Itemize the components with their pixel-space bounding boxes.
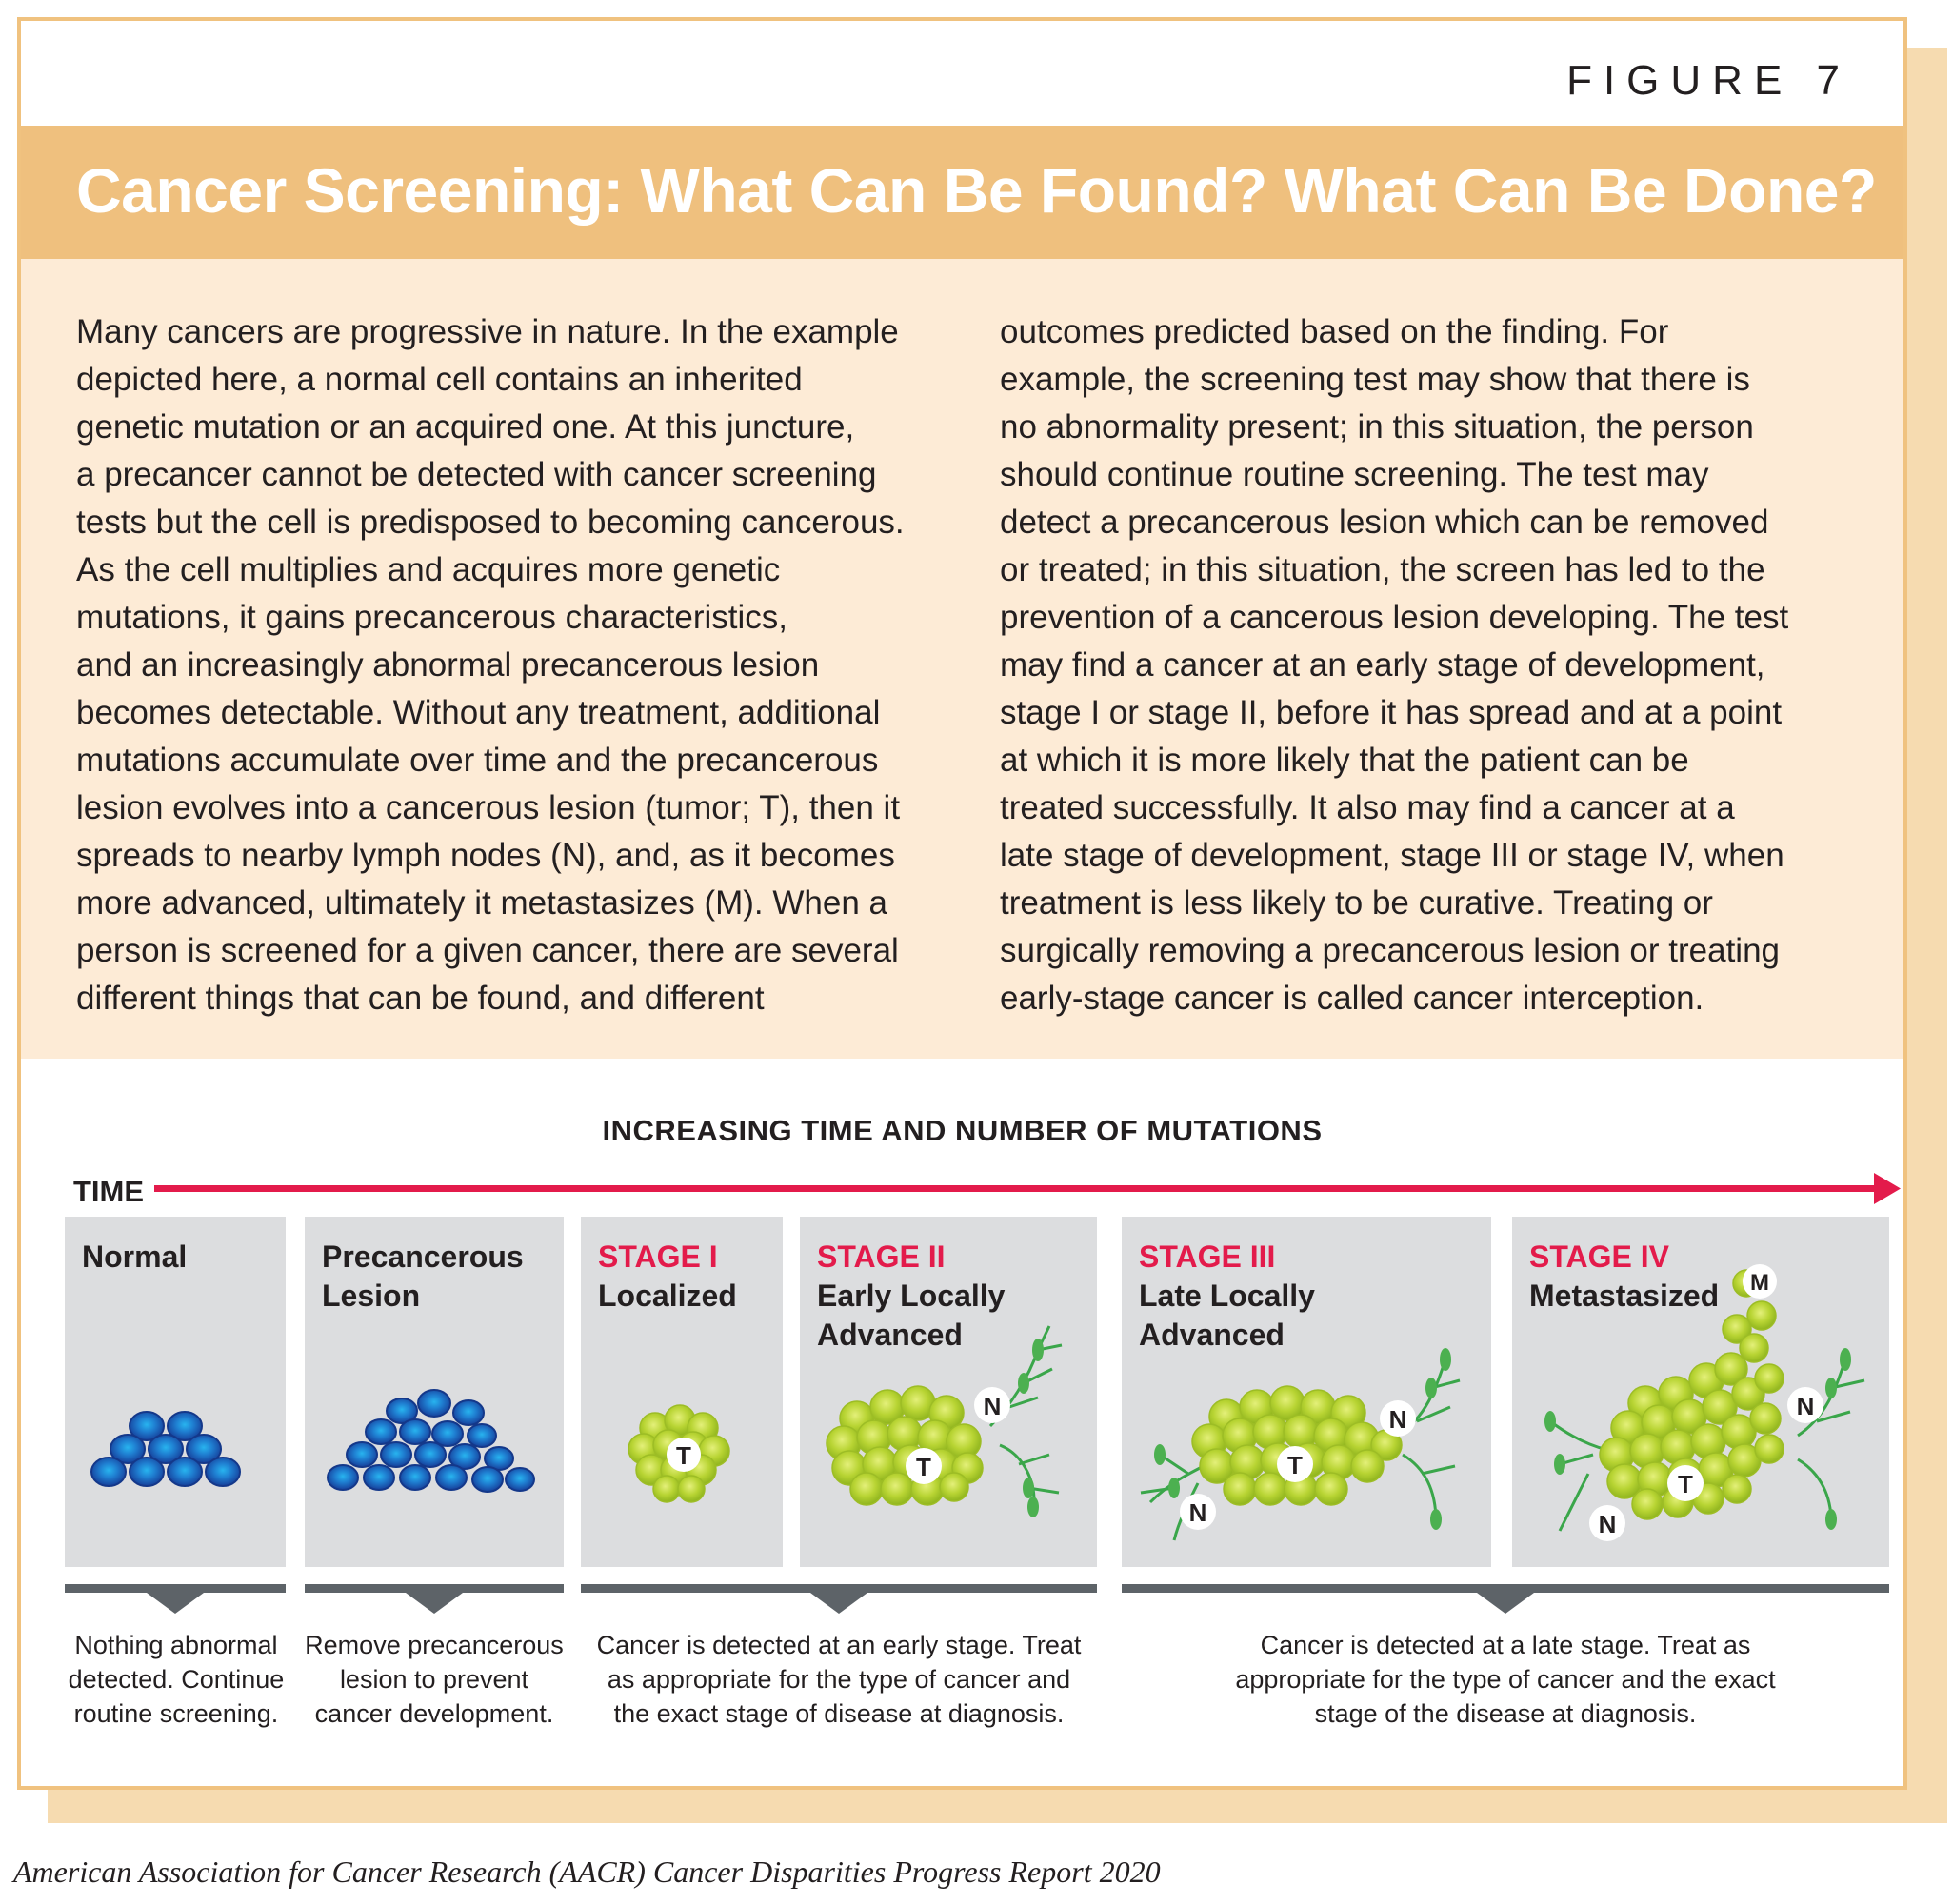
body-column-right <box>1000 308 1876 1022</box>
stage-box-stage-2 <box>800 1217 1097 1567</box>
body-line: outcomes predicted based on the finding. For <box>1000 313 1669 350</box>
stage-name: Localized <box>598 1279 737 1313</box>
node-marker: N <box>1188 1498 1207 1527</box>
body-line: at which it is more likely that the patient can be <box>1000 742 1689 779</box>
stage-number: STAGE II <box>817 1240 946 1274</box>
source-credit: American Association for Cancer Research (AACR) Cancer Disparities Progress Report 2020 <box>13 1854 1161 1889</box>
body-line: detect a precancerous lesion which can be removed <box>1000 504 1769 541</box>
body-line: late stage of development, stage III or stage IV, when <box>1000 837 1784 874</box>
tumor-stage-3-icon <box>1122 1217 1491 1567</box>
stage-box-stage-1 <box>581 1217 783 1567</box>
body-line: stage I or stage II, before it has spread and at a point <box>1000 694 1783 731</box>
pointer-icon <box>810 1593 867 1614</box>
stage-number: STAGE IV <box>1529 1240 1669 1274</box>
node-marker: N <box>983 1392 1002 1420</box>
figure-label: FIGURE 7 <box>1566 57 1851 104</box>
stage-name: Early Locally <box>817 1279 1006 1313</box>
tumor-marker: T <box>916 1453 931 1481</box>
body-line: lesion evolves into a cancerous lesion (tumor; T), then it <box>76 789 901 826</box>
stage-name: Precancerous <box>322 1240 524 1274</box>
body-line: becomes detectable. Without any treatment, additional <box>76 694 881 731</box>
title-banner <box>21 126 1903 259</box>
tumor-marker: T <box>1678 1470 1693 1498</box>
body-line: should continue routine screening. The test may <box>1000 456 1709 493</box>
body-line: treatment is less likely to be curative. Treating or <box>1000 884 1713 922</box>
normal-cells-icon <box>65 1217 286 1567</box>
body-line: no abnormality present; in this situation, the person <box>1000 408 1754 446</box>
progression-diagram <box>21 1059 1903 1792</box>
tumor-marker: T <box>676 1441 691 1470</box>
stage-name: Advanced <box>817 1318 963 1352</box>
time-label: TIME <box>73 1175 145 1208</box>
node-marker: N <box>1598 1510 1617 1538</box>
body-line: example, the screening test may show that there is <box>1000 361 1750 398</box>
node-marker: N <box>1796 1392 1815 1420</box>
tumor-marker: T <box>1287 1451 1303 1479</box>
outcome-bar-late-stage <box>1122 1584 1889 1593</box>
body-line: early-stage cancer is called cancer interception. <box>1000 980 1704 1017</box>
body-line: genetic mutation or an acquired one. At this juncture, <box>76 408 855 446</box>
tumor-stage-2-icon <box>800 1217 1097 1567</box>
caption-early-stage: Cancer is detected at an early stage. Treat as appropriate for the type of cancer and the exact stage of disease at diagnosis. <box>596 1631 1082 1728</box>
body-line: surgically removing a precancerous lesion or treating <box>1000 932 1781 969</box>
body-line: spreads to nearby lymph nodes (N), and, as it becomes <box>76 837 895 874</box>
body-line: a precancer cannot be detected with cancer screening <box>76 456 877 493</box>
body-line: or treated; in this situation, the screen has led to the <box>1000 551 1765 588</box>
body-line: treated successfully. It also may find a cancer at a <box>1000 789 1735 826</box>
body-line: mutations, it gains precancerous characteristics, <box>76 599 787 636</box>
stage-name: Normal <box>82 1240 188 1274</box>
body-line: person is screened for a given cancer, there are several <box>76 932 899 969</box>
tumor-stage-4-icon <box>1512 1217 1889 1567</box>
body-text-area <box>21 259 1903 1059</box>
outcome-bar-precancerous <box>305 1584 564 1593</box>
stage-name: Lesion <box>322 1279 421 1313</box>
body-line: depicted here, a normal cell contains an inherited <box>76 361 803 398</box>
caption-late-stage: Cancer is detected at a late stage. Treat as appropriate for the type of cancer and the exact stage of the disease at diagnosis. <box>1235 1631 1776 1728</box>
body-line: tests but the cell is predisposed to becoming cancerous. <box>76 504 905 541</box>
metastasis-marker: M <box>1750 1270 1769 1296</box>
stage-number: STAGE I <box>598 1240 718 1274</box>
figure-title: Cancer Screening: What Can Be Found? What Can Be Done? <box>76 155 1877 226</box>
body-line: prevention of a cancerous lesion developing. The test <box>1000 599 1789 636</box>
precancerous-cells-icon <box>305 1217 564 1567</box>
caption-normal: Nothing abnormal detected. Continue routine screening. <box>68 1631 285 1728</box>
body-line: Many cancers are progressive in nature. In the example <box>76 313 899 350</box>
caption-precancerous: Remove precancerous lesion to prevent cancer development. <box>305 1631 564 1728</box>
stage-number: STAGE III <box>1139 1240 1276 1274</box>
body-column-left <box>76 308 952 1022</box>
stage-box-precancerous <box>305 1217 564 1567</box>
body-line: different things that can be found, and different <box>76 980 765 1017</box>
stage-box-stage-4 <box>1512 1217 1889 1567</box>
stage-name: Metastasized <box>1529 1279 1720 1313</box>
body-line: As the cell multiplies and acquires more genetic <box>76 551 781 588</box>
body-line: more advanced, ultimately it metastasizes (M). When a <box>76 884 887 922</box>
outcome-bar-early-stage <box>581 1584 1097 1593</box>
stage-box-stage-3 <box>1122 1217 1491 1567</box>
node-marker: N <box>1388 1405 1407 1434</box>
body-line: may find a cancer at an early stage of development, <box>1000 646 1765 684</box>
pointer-icon <box>147 1593 204 1614</box>
tumor-stage-1-icon <box>581 1217 783 1567</box>
stage-name: Late Locally <box>1139 1279 1315 1313</box>
figure-card <box>17 17 1907 1790</box>
body-line: and an increasingly abnormal precancerous lesion <box>76 646 820 684</box>
outcome-bar-normal <box>65 1584 286 1593</box>
pointer-icon <box>406 1593 463 1614</box>
body-line: mutations accumulate over time and the precancerous <box>76 742 879 779</box>
pointer-icon <box>1477 1593 1534 1614</box>
diagram-header: INCREASING TIME AND NUMBER OF MUTATIONS <box>602 1114 1323 1147</box>
time-arrow-icon <box>154 1171 1906 1209</box>
stage-box-normal <box>65 1217 286 1567</box>
stage-name: Advanced <box>1139 1318 1285 1352</box>
